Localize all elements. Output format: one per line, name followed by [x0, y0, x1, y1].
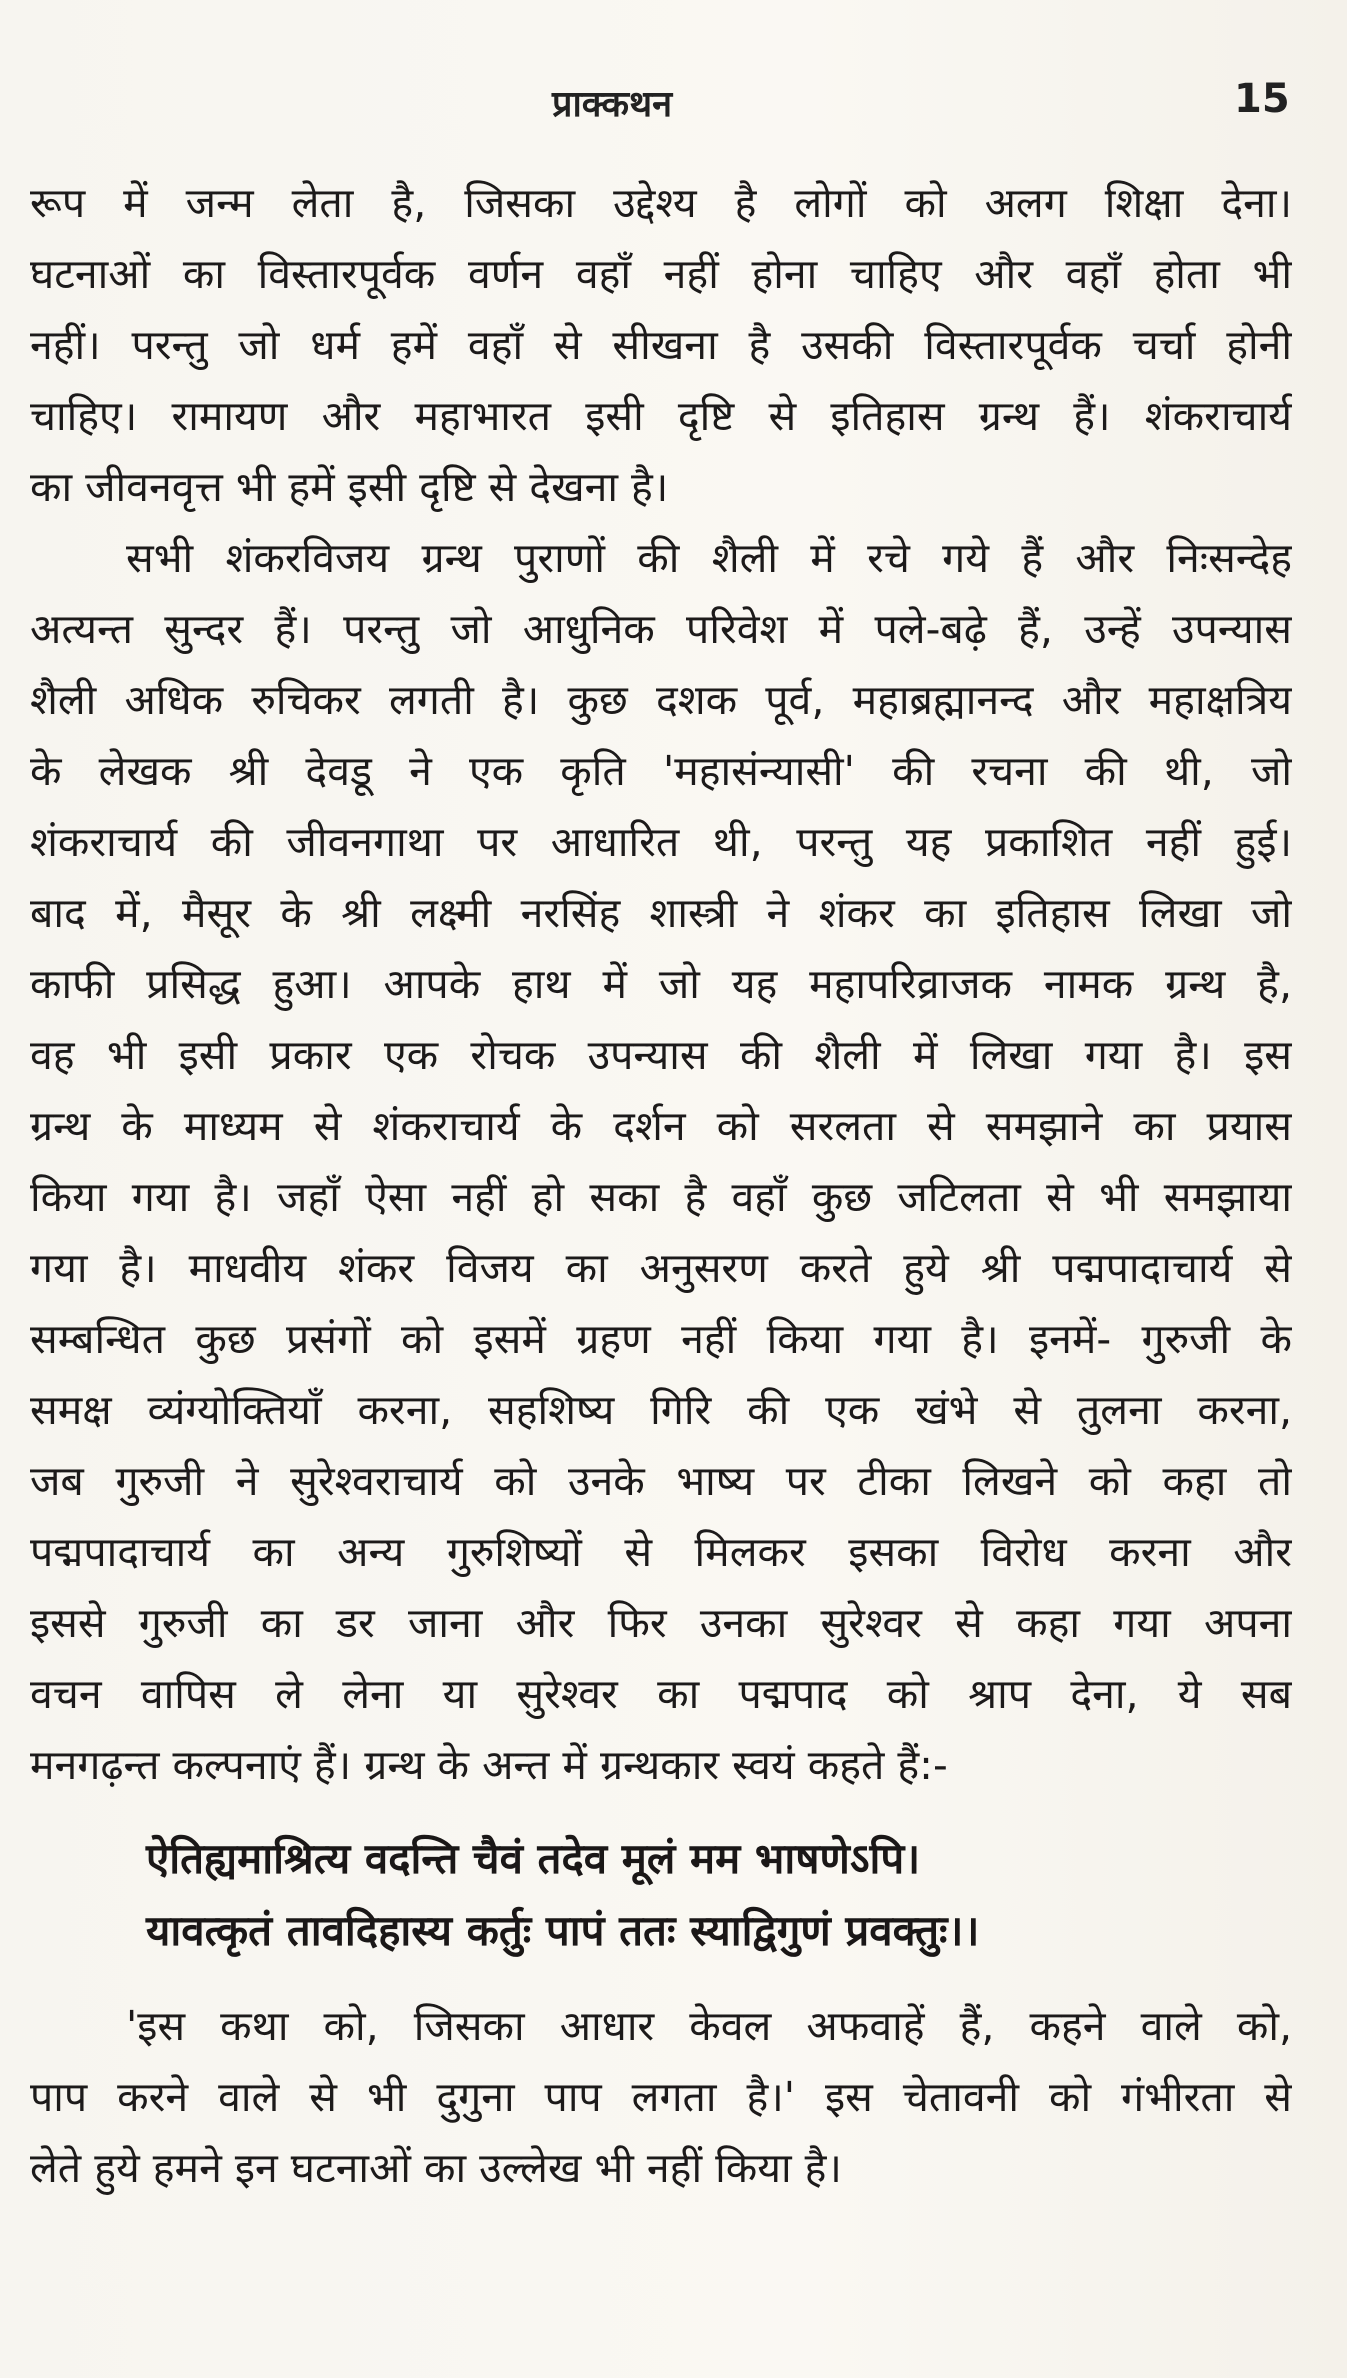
sanskrit-verse — [30, 1823, 1292, 1967]
text-line: सभी शंकरविजय ग्रन्थ पुराणों की शैली में रचे गये हैं और निःसन्देह — [126, 534, 1292, 582]
text-line: पाप करने वाले से भी दुगुना पाप लगता है।' इस चेतावनी को गंभीरता से — [30, 2073, 1292, 2121]
page-header — [0, 70, 1347, 130]
text-line: के लेखक श्री देवडू ने एक कृति 'महासंन्यासी' की रचना की थी, जो — [30, 747, 1292, 795]
paragraph-3 — [30, 1991, 1292, 2204]
text-line: वह भी इसी प्रकार एक रोचक उपन्यास की शैली में लिखा गया है। इस — [30, 1031, 1292, 1079]
text-line: चाहिए। रामायण और महाभारत इसी दृष्टि से इतिहास ग्रन्थ हैं। शंकराचार्य — [30, 392, 1292, 440]
text-line: लेते हुये हमने इन घटनाओं का उल्लेख भी नहीं किया है। — [30, 2144, 842, 2192]
text-line: सम्बन्धित कुछ प्रसंगों को इसमें ग्रहण नहीं किया गया है। इनमें- गुरुजी के — [30, 1315, 1292, 1363]
text-line: बाद में, मैसूर के श्री लक्ष्मी नरसिंह शास्त्री ने शंकर का इतिहास लिखा जो — [30, 889, 1292, 937]
text-line: शंकराचार्य की जीवनगाथा पर आधारित थी, परन्तु यह प्रकाशित नहीं हुई। — [30, 818, 1292, 866]
text-line: मनगढ़न्त कल्पनाएं हैं। ग्रन्थ के अन्त में ग्रन्थकार स्वयं कहते हैं:- — [30, 1741, 948, 1789]
text-line: का जीवनवृत्त भी हमें इसी दृष्टि से देखना है। — [30, 463, 669, 511]
text-line: ग्रन्थ के माध्यम से शंकराचार्य के दर्शन को सरलता से समझाने का प्रयास — [30, 1102, 1292, 1150]
running-title: प्राक्कथन — [552, 84, 673, 125]
page-number: 15 — [1234, 76, 1290, 122]
paragraph-1 — [30, 168, 1292, 523]
text-line: अत्यन्त सुन्दर हैं। परन्तु जो आधुनिक परिवेश में पले-बढ़े हैं, उन्हें उपन्यास — [30, 605, 1292, 653]
verse-line-2: यावत्कृतं तावदिहास्य कर्तुः पापं ततः स्याद्विगुणं प्रवक्तुः।। — [146, 1906, 980, 1955]
paragraph-2 — [30, 523, 1292, 1801]
text-line: नहीं। परन्तु जो धर्म हमें वहाँ से सीखना है उसकी विस्तारपूर्वक चर्चा होनी — [30, 321, 1292, 369]
text-line: किया गया है। जहाँ ऐसा नहीं हो सका है वहाँ कुछ जटिलता से भी समझाया — [30, 1173, 1292, 1221]
text-line: जब गुरुजी ने सुरेश्वराचार्य को उनके भाष्य पर टीका लिखने को कहा तो — [30, 1457, 1292, 1505]
text-line: 'इस कथा को, जिसका आधार केवल अफवाहें हैं, कहने वाले को, — [126, 2002, 1292, 2050]
text-line: घटनाओं का विस्तारपूर्वक वर्णन वहाँ नहीं होना चाहिए और वहाँ होता भी — [30, 250, 1292, 298]
text-line: इससे गुरुजी का डर जाना और फिर उनका सुरेश्वर से कहा गया अपना — [30, 1599, 1292, 1647]
text-line: रूप में जन्म लेता है, जिसका उद्देश्य है लोगों को अलग शिक्षा देना। — [30, 179, 1292, 227]
text-line: वचन वापिस ले लेना या सुरेश्वर का पद्मपाद को श्राप देना, ये सब — [30, 1670, 1292, 1718]
text-line: काफी प्रसिद्ध हुआ। आपके हाथ में जो यह महापरिव्राजक नामक ग्रन्थ है, — [30, 960, 1292, 1008]
text-line: शैली अधिक रुचिकर लगती है। कुछ दशक पूर्व, महाब्रह्मानन्द और महाक्षत्रिय — [30, 676, 1292, 724]
body-text — [30, 168, 1292, 2204]
text-line: समक्ष व्यंग्योक्तियाँ करना, सहशिष्य गिरि की एक खंभे से तुलना करना, — [30, 1386, 1292, 1434]
verse-line-1: ऐतिह्यमाश्रित्य वदन्ति चैवं तदेव मूलं मम भाषणेऽपि। — [146, 1834, 921, 1883]
text-line: गया है। माधवीय शंकर विजय का अनुसरण करते हुये श्री पद्मपादाचार्य से — [30, 1244, 1292, 1292]
text-line: पद्मपादाचार्य का अन्य गुरुशिष्यों से मिलकर इसका विरोध करना और — [30, 1528, 1292, 1576]
